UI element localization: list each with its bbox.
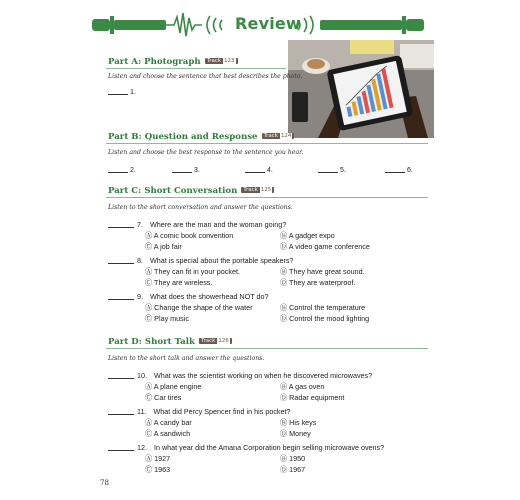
question-stem: What is special about the portable speakers? bbox=[150, 256, 294, 265]
part-c-instruction: Listen to the short conversation and answer the questions. bbox=[108, 204, 293, 211]
answer-blank-1[interactable] bbox=[108, 89, 136, 97]
question-number: 7. bbox=[137, 220, 143, 229]
option-a[interactable]: Ⓐ A plane engine bbox=[145, 382, 202, 391]
review-banner bbox=[92, 8, 432, 42]
answer-line[interactable] bbox=[108, 263, 134, 264]
question-stem: What did Percy Spencer find in his pocket? bbox=[153, 407, 291, 416]
question-12 bbox=[108, 443, 384, 452]
part-a-heading: Part A: Photograph bbox=[108, 57, 201, 67]
question-stem: What does the showerhead NOT do? bbox=[150, 292, 269, 301]
track-number: 124 bbox=[280, 133, 292, 139]
divider bbox=[106, 348, 428, 349]
track-badge bbox=[199, 338, 232, 344]
part-b-title bbox=[108, 132, 294, 142]
divider bbox=[106, 143, 428, 144]
option-b[interactable]: Ⓑ A gas oven bbox=[280, 382, 325, 391]
option-d[interactable]: Ⓓ They are waterproof. bbox=[280, 278, 356, 287]
divider bbox=[106, 197, 428, 198]
part-c-heading: Part C: Short Conversation bbox=[108, 186, 238, 196]
part-a-title bbox=[108, 57, 238, 67]
answer-line[interactable] bbox=[385, 172, 405, 173]
question-8 bbox=[108, 256, 293, 265]
answer-blank-4[interactable] bbox=[245, 167, 273, 175]
option-d[interactable]: Ⓓ Control the mood lighting bbox=[280, 314, 370, 323]
track-label: Track bbox=[206, 58, 222, 64]
answer-line[interactable] bbox=[108, 94, 128, 95]
page-number: 78 bbox=[100, 479, 109, 487]
track-number: 125 bbox=[260, 187, 272, 193]
question-number: 5. bbox=[340, 167, 346, 174]
question-number: 4. bbox=[267, 167, 273, 174]
answer-line[interactable] bbox=[245, 172, 265, 173]
track-badge bbox=[262, 133, 295, 139]
question-number: 8. bbox=[137, 256, 143, 265]
answer-line[interactable] bbox=[108, 299, 134, 300]
option-d[interactable]: Ⓓ Money bbox=[280, 429, 311, 438]
question-7 bbox=[108, 220, 286, 229]
option-b[interactable]: Ⓑ His keys bbox=[280, 418, 317, 427]
question-10 bbox=[108, 371, 372, 380]
option-c[interactable]: Ⓒ Play music bbox=[145, 314, 189, 323]
track-number: 123 bbox=[224, 58, 235, 64]
question-number: 11. bbox=[137, 407, 147, 416]
answer-line[interactable] bbox=[108, 172, 128, 173]
answer-blank-6[interactable] bbox=[385, 167, 413, 175]
question-9 bbox=[108, 292, 269, 301]
divider bbox=[106, 68, 286, 69]
option-a[interactable]: Ⓐ 1927 bbox=[145, 454, 171, 463]
question-11 bbox=[108, 407, 291, 416]
tablet-chart-photo bbox=[288, 40, 434, 138]
option-c[interactable]: Ⓒ Car tires bbox=[145, 393, 182, 402]
question-number: 3. bbox=[194, 167, 200, 174]
track-label: Track bbox=[200, 338, 216, 344]
answer-line[interactable] bbox=[318, 172, 338, 173]
part-d-instruction: Listen to the short talk and answer the questions. bbox=[108, 355, 265, 362]
option-a[interactable]: Ⓐ They can fit in your pocket. bbox=[145, 267, 240, 276]
review-title: Review bbox=[235, 14, 301, 33]
track-number: 126 bbox=[218, 338, 229, 344]
question-number: 9. bbox=[137, 292, 143, 301]
option-a[interactable]: Ⓐ A candy bar bbox=[145, 418, 192, 427]
answer-line[interactable] bbox=[108, 414, 134, 415]
option-c[interactable]: Ⓒ They are wireless. bbox=[145, 278, 213, 287]
option-b[interactable]: Ⓑ 1950 bbox=[280, 454, 306, 463]
question-stem: What was the scientist working on when he discovered microwaves? bbox=[154, 371, 373, 380]
question-stem: In what year did the Amana Corporation begin selling microwave ovens? bbox=[154, 443, 385, 452]
track-badge bbox=[205, 58, 238, 64]
option-d[interactable]: Ⓓ Radar equipment bbox=[280, 393, 345, 402]
option-a[interactable]: Ⓐ Change the shape of the water bbox=[145, 303, 253, 312]
answer-line[interactable] bbox=[108, 450, 134, 451]
answer-line[interactable] bbox=[108, 227, 134, 228]
answer-line[interactable] bbox=[108, 378, 134, 379]
track-label: Track bbox=[243, 187, 258, 193]
track-label: Track bbox=[263, 133, 278, 139]
part-d-heading: Part D: Short Talk bbox=[108, 337, 195, 347]
answer-blank-3[interactable] bbox=[172, 167, 200, 175]
option-b[interactable]: Ⓑ Control the temperature bbox=[280, 303, 366, 312]
option-d[interactable]: Ⓓ 1967 bbox=[280, 465, 306, 474]
question-stem: Where are the man and the woman going? bbox=[150, 220, 287, 229]
option-c[interactable]: Ⓒ 1963 bbox=[145, 465, 171, 474]
part-a-instruction: Listen and choose the sentence that best describes the photo. bbox=[108, 73, 303, 80]
question-number: 10. bbox=[137, 371, 147, 380]
question-number: 1. bbox=[130, 89, 136, 96]
option-c[interactable]: Ⓒ A job fair bbox=[145, 242, 182, 251]
answer-blank-5[interactable] bbox=[318, 167, 346, 175]
part-d-title bbox=[108, 337, 232, 347]
option-b[interactable]: Ⓑ A gadget expo bbox=[280, 231, 335, 240]
answer-line[interactable] bbox=[172, 172, 192, 173]
question-number: 2. bbox=[130, 167, 136, 174]
option-a[interactable]: Ⓐ A comic book convention bbox=[145, 231, 234, 240]
question-number: 12. bbox=[137, 443, 147, 452]
option-c[interactable]: Ⓒ A sandwich bbox=[145, 429, 191, 438]
question-number: 6. bbox=[407, 167, 413, 174]
part-b-instruction: Listen and choose the best response to the sentence you hear. bbox=[108, 149, 304, 156]
answer-blank-2[interactable] bbox=[108, 167, 136, 175]
photo-illustration bbox=[288, 40, 434, 138]
option-d[interactable]: Ⓓ A video game conference bbox=[280, 242, 370, 251]
part-b-heading: Part B: Question and Response bbox=[108, 132, 258, 142]
option-b[interactable]: Ⓑ They have great sound. bbox=[280, 267, 365, 276]
part-c-title bbox=[108, 186, 274, 196]
track-badge bbox=[241, 187, 274, 193]
